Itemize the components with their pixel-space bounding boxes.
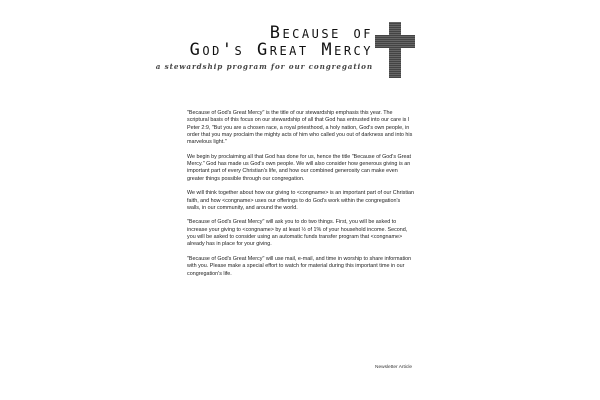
- paragraph: "Because of God's Great Mercy" will ask you to do two things. First, you will be asked to increase your giving to <congname> by at least ½ of 1% of your household income. Second, you will be asked to consider using an automatic funds transfer program that <congname> already has in place for your giving.: [187, 219, 408, 248]
- article-body: [187, 110, 415, 285]
- title-line-2: God's Great Mercy: [189, 40, 373, 60]
- paragraph: We begin by proclaiming all that God has done for us, hence the title "Because of God's Great Mercy." God has made us God's own people. We will also consider how generous giving is an important part of every Christian's life, and how our combined generosity can make even greater things possible through our congregation.: [187, 153, 411, 182]
- masthead: [155, 22, 415, 78]
- paragraph: We will think together about how our giving to <congname> is an important part of our Christian faith, and how <congname> uses our offerings to do God's work within the congregation's walls, in our community, and around the world.: [187, 190, 415, 211]
- title-line-1: Because of: [269, 23, 373, 43]
- paragraph: "Because of God's Great Mercy" is the title of our stewardship emphasis this year. The scriptural basis of this focus on our stewardship of all that God has entrusted into our care is I Peter 2:9, "But you are a chosen race, a royal priesthood, a holy nation, God's own people, in order that you may proclaim the mighty acts of him who called you out of darkness and into his marvelous light.": [187, 110, 413, 146]
- cross-icon: [375, 22, 415, 78]
- paragraph: "Because of God's Great Mercy" will use mail, e-mail, and time in worship to share information with you. Please make a special effort to watch for material during this important time in our congregation's life.: [187, 255, 412, 277]
- subtitle: a stewardship program for our congregation: [155, 62, 373, 71]
- footer-label: Newsletter Article: [375, 365, 413, 370]
